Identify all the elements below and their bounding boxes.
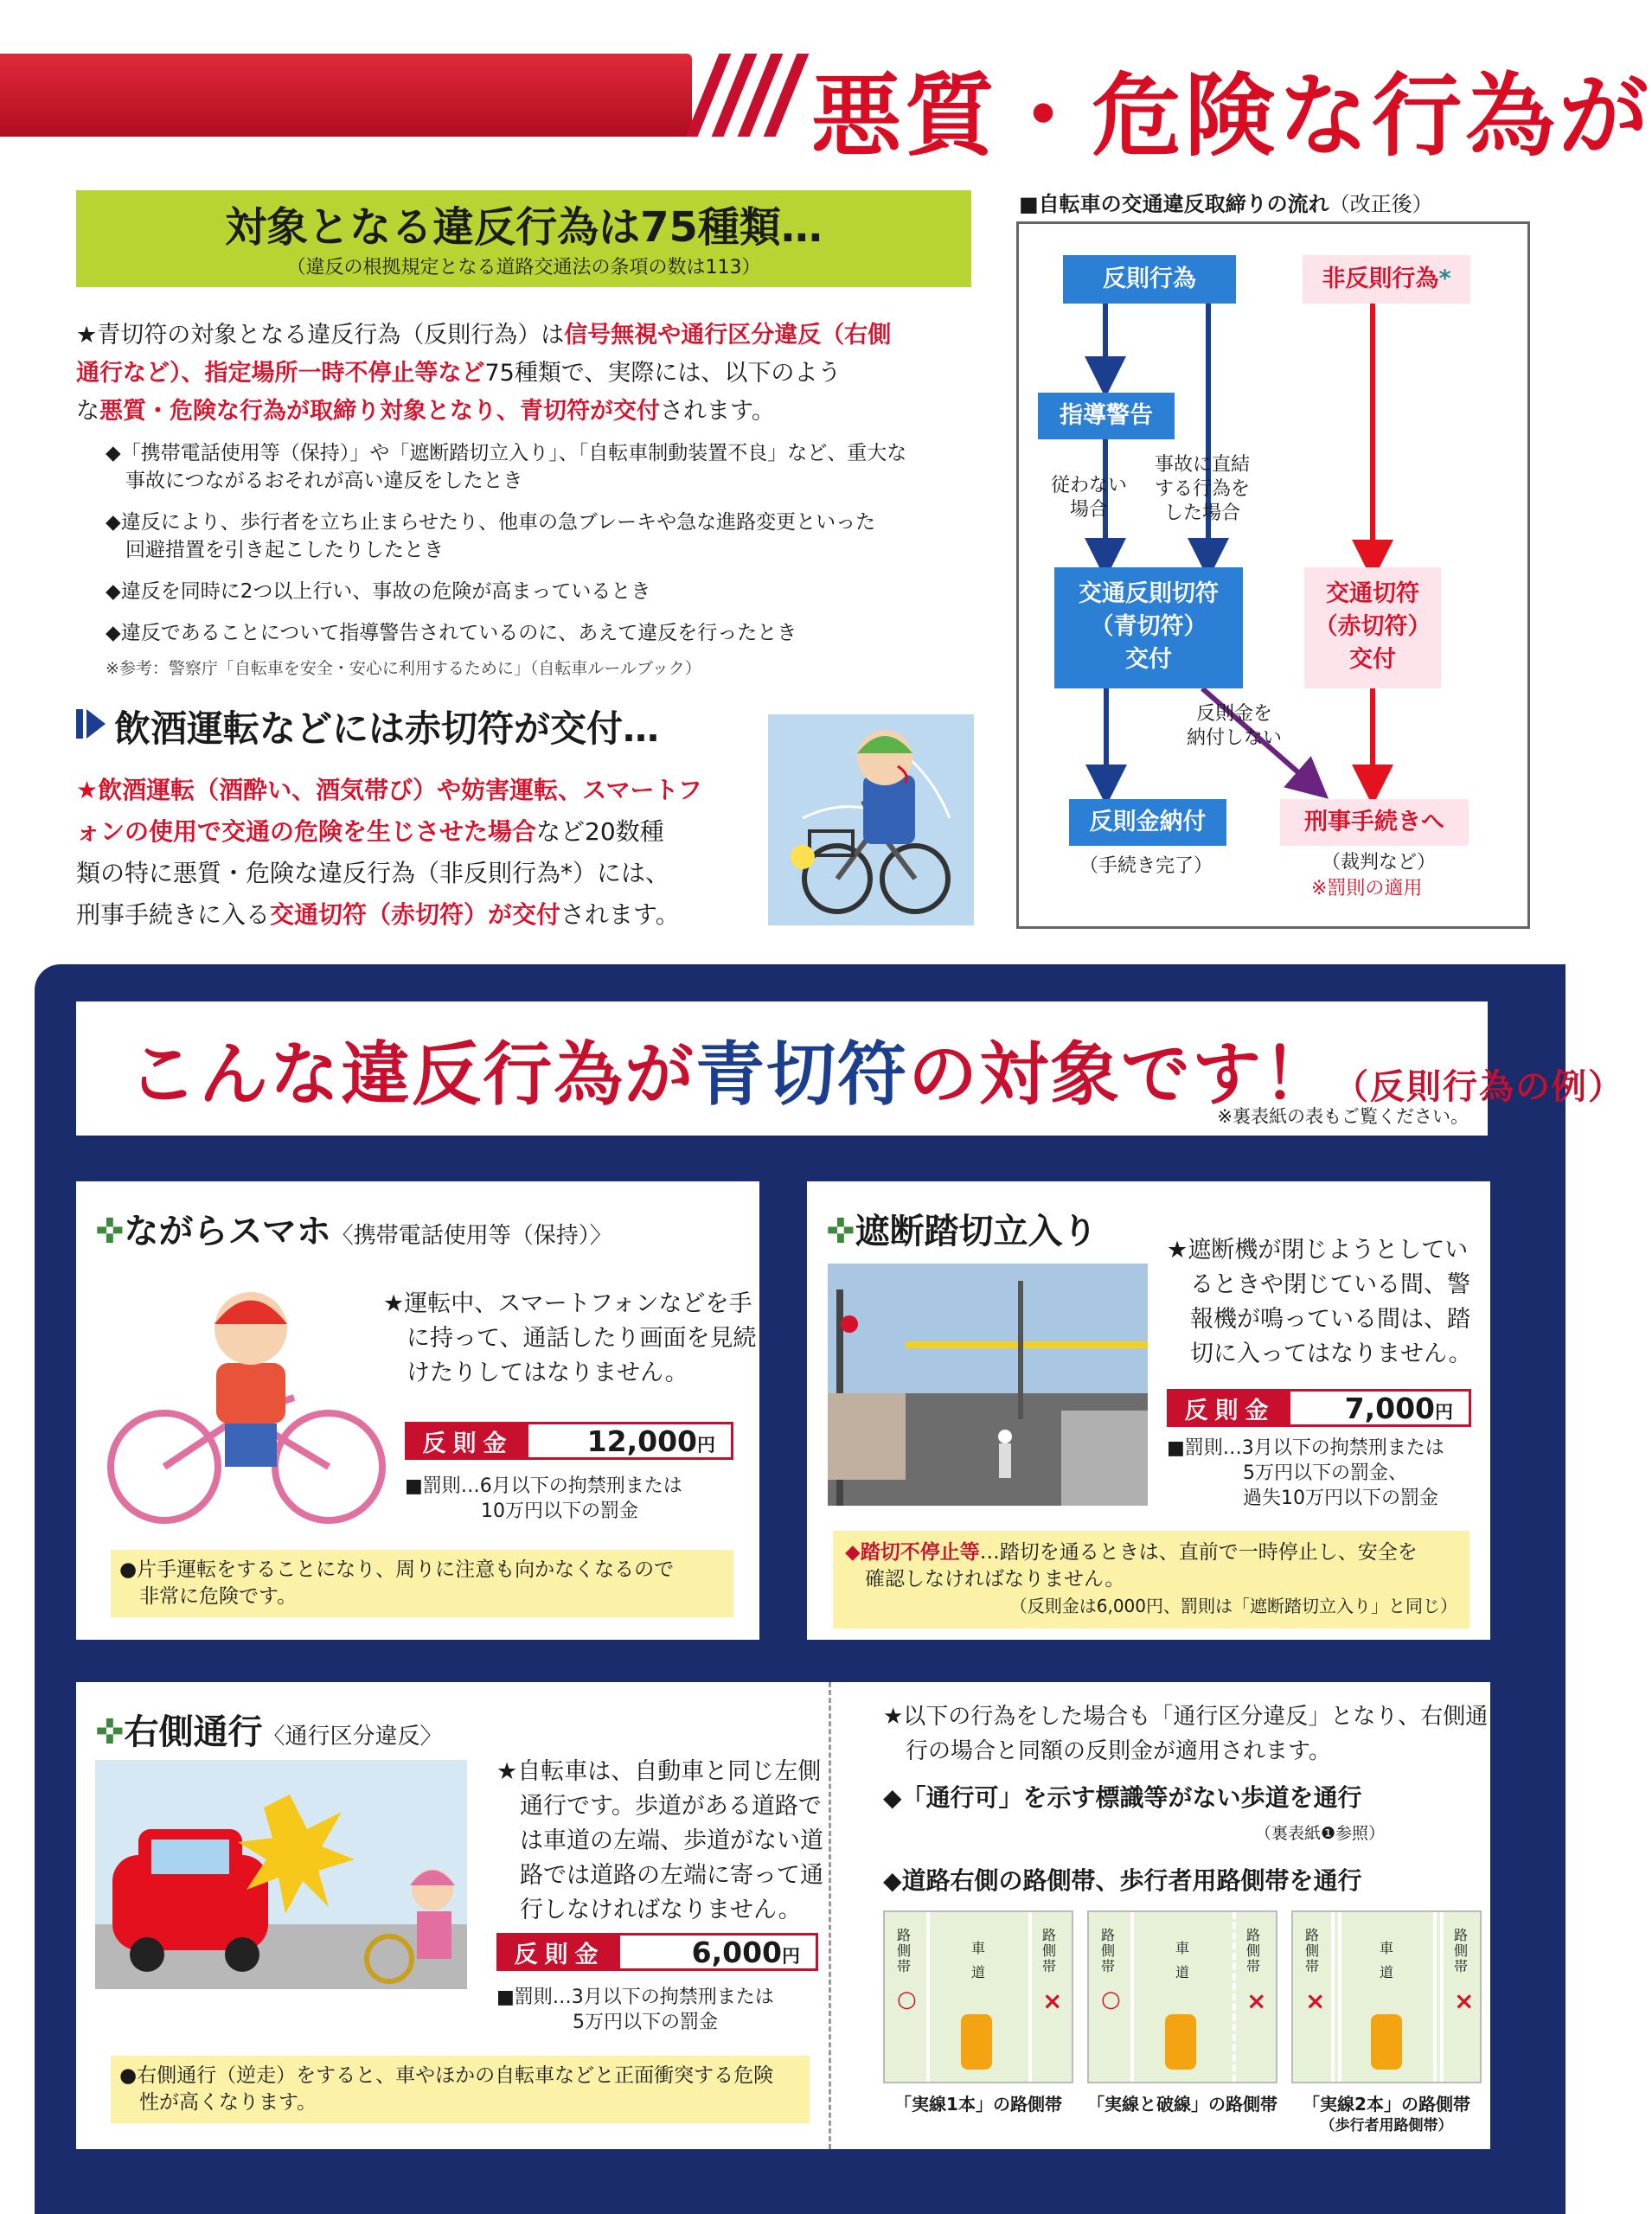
flow-note-penalty: ※罰則の適用 bbox=[1311, 878, 1423, 899]
heading-sidewalk: ◆「通行可」を示す標識等がない歩道を通行 bbox=[883, 1783, 1362, 1812]
fine-box bbox=[405, 1422, 733, 1460]
warning-note: ◆踏切不停止等…踏切を通るときは、直前で一時停止し、安全を 確認しなければなりません。 （反則金は6,000円、罰則は「遮断踏切立入り」と同じ） bbox=[833, 1531, 1470, 1629]
flow-label-disobey: 従わない 場合 bbox=[1051, 475, 1128, 521]
lane-diagram-double-solid bbox=[1291, 1910, 1482, 2083]
flow-box-payment: 反則金納付 bbox=[1069, 799, 1226, 846]
car-icon bbox=[961, 2014, 992, 2070]
flow-box-violation: 反則行為 bbox=[1063, 255, 1236, 304]
lane-caption-sub: （歩行者用路側帯） bbox=[1320, 2117, 1453, 2134]
lane-caption: 「実線と破線」の路側帯 bbox=[1087, 2094, 1277, 2115]
card-text: ★自転車は、自動車と同じ左側 通行です。歩道がある道路で は車道の左端、歩道がない道 路では道路の左端に寄って通 行しなければなりません。 bbox=[496, 1758, 823, 1923]
lane-diagram-solid-dashed bbox=[1087, 1910, 1277, 2083]
lane-label: 路 側 帯 bbox=[897, 1927, 912, 1974]
card-phone-use bbox=[76, 1181, 759, 1640]
ng-mark: × bbox=[1454, 1987, 1475, 2015]
card-roadside-strip bbox=[829, 1682, 1490, 2149]
card-text: ★遮断機が閉じようとしてい るときや閉じている間、警 報機が鳴っている間は、踏 切に入ってはなりません。 bbox=[1167, 1237, 1472, 1367]
fine-amount: 6,000円 bbox=[691, 1935, 800, 1969]
flow-label-nonpayment: 反則金を 納付しない bbox=[1187, 703, 1283, 749]
card-title: ✜遮断踏切立入り bbox=[826, 1212, 1098, 1251]
lane-line bbox=[1130, 1912, 1134, 2082]
wrong-way-illustration bbox=[95, 1760, 467, 1989]
penalty-text: ■罰則…6月以下の拘禁刑または 10万円以下の罰金 bbox=[405, 1475, 682, 1522]
flow-title: ■自転車の交通違反取締りの流れ（改正後） bbox=[1019, 192, 1433, 216]
ng-mark: × bbox=[1305, 1987, 1326, 2015]
lane-label: 路 側 帯 bbox=[1042, 1927, 1057, 1974]
lane-line bbox=[1338, 1912, 1341, 2082]
card-text: ★運転中、スマートフォンなどを手 に持って、通話したり画面を見続 けたりしてはなりません。 bbox=[383, 1290, 757, 1386]
lane-label: 路 側 帯 bbox=[1305, 1927, 1320, 1974]
card-railroad-crossing bbox=[807, 1181, 1490, 1640]
card-right-side-riding bbox=[76, 1682, 829, 2149]
flow-label-direct-accident: 事故に直結 する行為を した場合 bbox=[1155, 454, 1251, 524]
ng-mark: × bbox=[1246, 1987, 1267, 2015]
lane-line bbox=[1233, 1912, 1236, 2082]
card-title: ✜ながらスマホ〈携帯電話使用等（保持）〉 bbox=[95, 1212, 612, 1251]
penalty-text: ■罰則…3月以下の拘禁刑または 5万円以下の罰金 bbox=[496, 1987, 774, 2033]
lane-label: 路 側 帯 bbox=[1454, 1927, 1469, 1974]
drunk-cyclist-illustration bbox=[768, 714, 974, 925]
card-title: ✜右側通行〈通行区分違反〉 bbox=[95, 1712, 443, 1752]
subject-title: 対象となる違反行為は75種類… bbox=[225, 203, 823, 252]
subject-bullet: 回避措置を引き起こしたりしたとき bbox=[106, 539, 444, 561]
lane-line bbox=[1028, 1912, 1032, 2082]
fine-box bbox=[1167, 1389, 1471, 1427]
heading-roadside-strip: ◆道路右側の路側帯、歩行者用路側帯を通行 bbox=[883, 1866, 1362, 1895]
ok-mark: ○ bbox=[897, 1987, 917, 2012]
fine-label: 反則金 bbox=[1169, 1392, 1290, 1424]
warning-note: ●右側通行（逆走）をすると、車やほかの自転車などと正面衝突する危険 性が高くなります。 bbox=[111, 2056, 810, 2123]
lane-line bbox=[926, 1912, 930, 2082]
lane-diagram-solid bbox=[883, 1910, 1073, 2083]
lane-line bbox=[1331, 1912, 1335, 2082]
phone-cyclist-illustration bbox=[95, 1268, 415, 1527]
fine-box bbox=[496, 1933, 818, 1971]
subject-paragraph-line: 通行など）、指定場所一時不停止等など75種類で、実際には、以下のよう bbox=[76, 360, 842, 387]
subject-bullet: ◆違反を同時に2つ以上行い、事故の危険が高まっているとき bbox=[106, 580, 651, 603]
car-icon bbox=[1165, 2014, 1196, 2070]
lane-road-label: 車 道 bbox=[1380, 1940, 1394, 1980]
subject-heading-box bbox=[76, 190, 971, 287]
flow-box-criminal: 刑事手続きへ bbox=[1280, 799, 1469, 846]
railroad-crossing-photo bbox=[828, 1264, 1148, 1506]
subject-bullet: ◆違反により、歩行者を立ち止まらせたり、他車の急ブレーキや急な進路変更といった bbox=[106, 511, 876, 534]
heading-sidewalk-note: （裏表紙❶参照） bbox=[1255, 1824, 1386, 1843]
lane-label: 路 側 帯 bbox=[1101, 1927, 1116, 1974]
fine-label: 反則金 bbox=[407, 1424, 528, 1457]
lane-caption: 「実線2本」の路側帯 bbox=[1303, 2094, 1470, 2115]
examples-banner bbox=[76, 1001, 1624, 1136]
lane-line bbox=[1433, 1912, 1437, 2082]
subject-bullet: 事故につながるおそれが高い違反をしたとき bbox=[106, 470, 523, 492]
subject-paragraph-line: ★青切符の対象となる違反行為（反則行為）は信号無視や通行区分違反（右側 bbox=[76, 322, 892, 349]
flow-note-trial: （裁判など） bbox=[1322, 852, 1437, 873]
flow-box-warning: 指導警告 bbox=[1038, 393, 1175, 439]
flow-box-non-violation: 非反則行為* bbox=[1303, 255, 1470, 304]
drunk-line: ★飲酒運転（酒酔い、酒気帯び）や妨害運転、スマートフ bbox=[76, 776, 702, 804]
subject-reference: ※参考：警察庁「自転車を安全・安心に利用するために」（自転車ルールブック） bbox=[106, 659, 701, 678]
flow-note-complete: （手続き完了） bbox=[1079, 855, 1213, 877]
triangle-arrow-icon bbox=[76, 709, 106, 739]
drunk-title: 飲酒運転などには赤切符が交付… bbox=[114, 707, 660, 750]
drunk-line: 類の特に悪質・危険な違反行為（非反則行為*）には、 bbox=[76, 859, 670, 887]
flow-box-red-ticket: 交通切符 （赤切符） 交付 bbox=[1304, 567, 1441, 688]
fine-label: 反則金 bbox=[499, 1936, 620, 1968]
subject-note: （違反の根拠規定となる道路交通法の条項の数は113） bbox=[286, 257, 761, 278]
page-title: 悪質・危険な行為が bbox=[811, 63, 1652, 169]
lane-label: 路 側 帯 bbox=[1246, 1927, 1261, 1974]
banner-note: ※裏表紙の表もご覧ください。 bbox=[1217, 1106, 1469, 1127]
subject-bullet: ◆違反であることについて指導警告されているのに、あえて違反を行ったとき bbox=[106, 622, 797, 644]
subject-bullet: ◆「携帯電話使用等（保持）」や「遮断踏切立入り」、「自転車制動装置不良」など、重大な bbox=[106, 442, 907, 464]
penalty-text: ■罰則…3月以下の拘禁刑または 5万円以下の罰金、 過失10万円以下の罰金 bbox=[1167, 1437, 1444, 1509]
drunk-line: 刑事手続きに入る交通切符（赤切符）が交付されます。 bbox=[76, 900, 680, 929]
car-icon bbox=[1371, 2014, 1402, 2070]
fine-amount: 7,000円 bbox=[1344, 1391, 1453, 1425]
lane-road-label: 車 道 bbox=[971, 1940, 986, 1980]
ng-mark: × bbox=[1042, 1987, 1063, 2015]
lane-road-label: 車 道 bbox=[1175, 1940, 1190, 1980]
lane-line bbox=[1440, 1912, 1444, 2082]
fine-amount: 12,000円 bbox=[586, 1424, 715, 1458]
lane-caption: 「実線1本」の路側帯 bbox=[894, 2094, 1062, 2115]
header-red-bar bbox=[0, 54, 692, 137]
flow-box-blue-ticket: 交通反則切符 （青切符） 交付 bbox=[1054, 567, 1243, 688]
drunk-line: ォンの使用で交通の危険を生じさせた場合など20数種 bbox=[76, 817, 664, 846]
card-text: ★以下の行為をした場合も「通行区分違反」となり、右側通 行の場合と同額の反則金が適用されます。 bbox=[883, 1704, 1489, 1764]
subject-paragraph-line: な悪質・危険な行為が取締り対象となり、青切符が交付されます。 bbox=[76, 398, 775, 425]
warning-note: ●片手運転をすることになり、周りに注意も向かなくなるので 非常に危険です。 bbox=[111, 1550, 733, 1617]
ok-mark: ○ bbox=[1101, 1987, 1121, 2012]
banner-title: こんな違反行為が青切符の対象です！（反則行為の例） bbox=[128, 1034, 1624, 1115]
